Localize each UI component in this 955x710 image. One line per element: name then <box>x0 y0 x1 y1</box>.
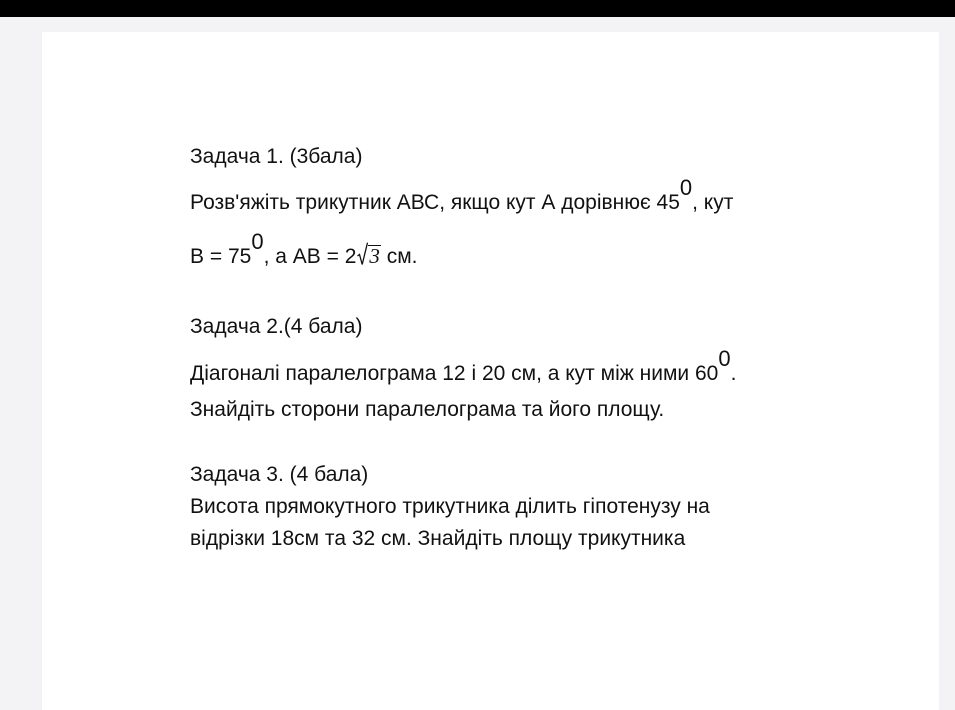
problem-1-line-2 <box>190 229 418 269</box>
problem-3-line-1: Висота прямокутного трикутника ділить гіпотенузу на <box>190 495 710 518</box>
problem-2-title: Задача 2.(4 бала) <box>190 315 363 338</box>
document-page <box>42 32 939 710</box>
problem-3-title: Задача 3. (4 бала) <box>190 463 369 486</box>
problem-1-line-2-post: см. <box>380 245 418 268</box>
problem-2-line-1-tail: . <box>730 362 737 385</box>
square-root-radicand: 3 <box>369 244 380 268</box>
problem-1-title: Задача 1. (3бала) <box>190 145 363 168</box>
problem-2-line-1-text: Діагоналі паралелограма 12 і 20 см, а кут між ними 60 <box>190 362 719 385</box>
problem-2-line-1 <box>190 346 737 386</box>
problem-1-line-2-pre: В = 75 <box>190 245 252 268</box>
radical-sign-icon <box>357 242 368 266</box>
square-root <box>357 245 381 269</box>
problem-1-line-1 <box>190 175 734 215</box>
degree-superscript: 0 <box>251 229 264 254</box>
top-bar <box>0 0 955 17</box>
problem-2-line-2: Знайдіть сторони паралелограма та його площу. <box>190 398 665 421</box>
problem-1-line-1-text: Розв'яжіть трикутник АВС, якщо кут А дорівнює 45 <box>190 191 680 214</box>
problem-1-line-1-tail: , кут <box>692 191 734 214</box>
degree-superscript: 0 <box>718 346 731 371</box>
problem-1-line-2-mid: , а АВ = 2 <box>263 245 357 268</box>
problem-3-line-2: відрізки 18см та 32 см. Знайдіть площу трикутника <box>190 527 686 550</box>
degree-superscript: 0 <box>679 175 693 200</box>
